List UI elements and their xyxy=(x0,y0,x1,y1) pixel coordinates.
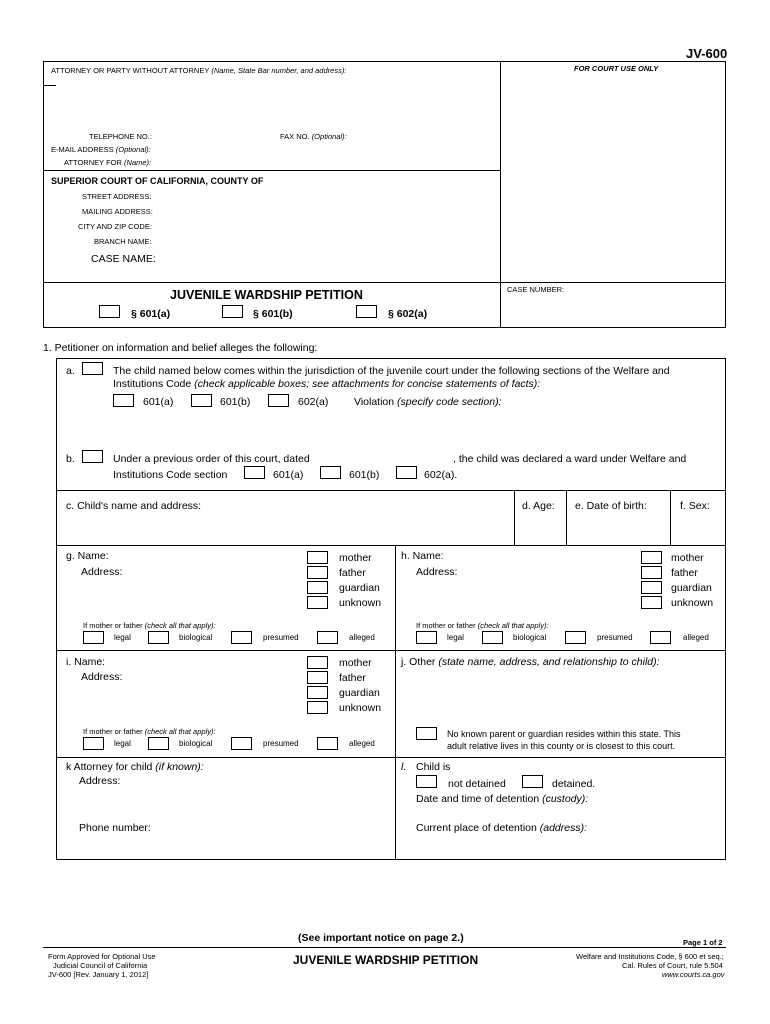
i-mother-label: mother xyxy=(339,657,372,669)
i-father-label: father xyxy=(339,672,366,684)
item-a-line1: The child named below comes within the jurisdiction of the juvenile court under the following sections of the Welfare and xyxy=(113,365,670,377)
child-name-label: c. Child's name and address: xyxy=(66,500,202,512)
checkbox-g-legal[interactable] xyxy=(83,631,104,644)
attorney-for-label: ATTORNEY FOR (Name): xyxy=(64,158,152,167)
attorney-label: ATTORNEY OR PARTY WITHOUT ATTORNEY (Name, State Bar number, and address): xyxy=(51,66,347,75)
footer-right3[interactable]: www.courts.ca.gov xyxy=(662,970,725,979)
checkbox-b-602a[interactable] xyxy=(396,466,417,479)
j-no-parent-line1: No known parent or guardian resides within this state. This xyxy=(447,729,681,739)
g-guardian-label: guardian xyxy=(339,582,380,594)
item-b-letter: b. xyxy=(66,453,75,465)
checkbox-601b[interactable] xyxy=(222,305,243,318)
checkbox-g-mother[interactable] xyxy=(307,551,328,564)
j-other-label: j. Other (state name, address, and relationship to child): xyxy=(401,656,660,668)
checkbox-g-unknown[interactable] xyxy=(307,596,328,609)
b-602a-label: 602(a). xyxy=(424,469,458,481)
checkbox-g-father[interactable] xyxy=(307,566,328,579)
attorney-field-mark xyxy=(44,85,56,86)
checkbox-i-guardian[interactable] xyxy=(307,686,328,699)
h-if-label: If mother or father (check all that apply): xyxy=(416,621,549,630)
footer-left2: Judicial Council of California xyxy=(53,961,148,970)
k-attorney-label: k Attorney for child (if known): xyxy=(66,761,204,773)
case-number-label: CASE NUMBER: xyxy=(507,285,565,294)
city-label: CITY AND ZIP CODE: xyxy=(78,222,152,231)
item-a-letter: a. xyxy=(66,365,75,377)
checkbox-i-presumed[interactable] xyxy=(231,737,252,750)
i-if-label: If mother or father (check all that apply): xyxy=(83,727,216,736)
checkbox-item-a[interactable] xyxy=(82,362,103,375)
i-alleged-label: alleged xyxy=(349,739,375,748)
option-601b-label: § 601(b) xyxy=(253,308,293,320)
street-label: STREET ADDRESS: xyxy=(82,192,152,201)
checkbox-a-602a[interactable] xyxy=(268,394,289,407)
item-a-line2: Institutions Code (check applicable boxes; see attachments for concise statements of facts): xyxy=(113,378,541,390)
checkbox-l-not-detained[interactable] xyxy=(416,775,437,788)
footer-right2: Cal. Rules of Court, rule 5.504 xyxy=(622,961,723,970)
i-address-label: Address: xyxy=(81,671,123,683)
g-legal-label: legal xyxy=(114,633,131,642)
k-address-label: Address: xyxy=(79,775,121,787)
g-unknown-label: unknown xyxy=(339,597,382,609)
checkbox-i-unknown[interactable] xyxy=(307,701,328,714)
telephone-label: TELEPHONE NO.: xyxy=(89,132,152,141)
i-unknown-label: unknown xyxy=(339,702,382,714)
checkbox-b-601b[interactable] xyxy=(320,466,341,479)
case-name-label: CASE NAME: xyxy=(91,253,156,265)
checkbox-h-guardian[interactable] xyxy=(641,581,662,594)
g-biological-label: biological xyxy=(179,633,213,642)
checkbox-h-unknown[interactable] xyxy=(641,596,662,609)
l-letter: l. xyxy=(401,761,407,773)
sex-label: f. Sex: xyxy=(680,500,710,512)
checkbox-h-legal[interactable] xyxy=(416,631,437,644)
checkbox-j-no-parent[interactable] xyxy=(416,727,437,740)
footer-page: Page 1 of 2 xyxy=(683,938,723,947)
checkbox-h-presumed[interactable] xyxy=(565,631,586,644)
checkbox-h-biological[interactable] xyxy=(482,631,503,644)
g-address-label: Address: xyxy=(81,566,123,578)
checkbox-i-legal[interactable] xyxy=(83,737,104,750)
court-title: SUPERIOR COURT OF CALIFORNIA, COUNTY OF xyxy=(51,176,264,186)
item-b-line1a: Under a previous order of this court, dated xyxy=(113,453,310,465)
checkbox-item-b[interactable] xyxy=(82,450,103,463)
checkbox-g-presumed[interactable] xyxy=(231,631,252,644)
g-name-label: g. Name: xyxy=(66,550,109,562)
g-alleged-label: alleged xyxy=(349,633,375,642)
i-legal-label: legal xyxy=(114,739,131,748)
g-mother-label: mother xyxy=(339,552,372,564)
h-legal-label: legal xyxy=(447,633,464,642)
a-601b-label: 601(b) xyxy=(220,396,251,408)
b-601b-label: 601(b) xyxy=(349,469,380,481)
fax-label: FAX NO. (Optional): xyxy=(280,132,347,141)
i-biological-label: biological xyxy=(179,739,213,748)
footer-title: JUVENILE WARDSHIP PETITION xyxy=(293,953,479,967)
g-father-label: father xyxy=(339,567,366,579)
checkbox-i-alleged[interactable] xyxy=(317,737,338,750)
g-presumed-label: presumed xyxy=(263,633,299,642)
checkbox-g-alleged[interactable] xyxy=(317,631,338,644)
footer-left1: Form Approved for Optional Use xyxy=(48,952,156,961)
checkbox-602a[interactable] xyxy=(356,305,377,318)
petition-title: JUVENILE WARDSHIP PETITION xyxy=(170,288,363,302)
a-601a-label: 601(a) xyxy=(143,396,174,408)
a-violation-label: Violation (specify code section): xyxy=(354,396,502,408)
form-id: JV-600 xyxy=(686,46,728,61)
l-date-time-label: Date and time of detention (custody): xyxy=(416,793,589,805)
footer-left3: JV-600 [Rev. January 1, 2012] xyxy=(48,970,149,979)
footer-right1: Welfare and Institutions Code, § 600 et seq.; xyxy=(576,952,724,961)
h-biological-label: biological xyxy=(513,633,547,642)
h-mother-label: mother xyxy=(671,552,704,564)
h-father-label: father xyxy=(671,567,698,579)
checkbox-a-601a[interactable] xyxy=(113,394,134,407)
l-detained-label: detained. xyxy=(552,778,596,790)
h-unknown-label: unknown xyxy=(671,597,714,609)
checkbox-i-father[interactable] xyxy=(307,671,328,684)
i-presumed-label: presumed xyxy=(263,739,299,748)
checkbox-601a[interactable] xyxy=(99,305,120,318)
h-guardian-label: guardian xyxy=(671,582,712,594)
dob-label: e. Date of birth: xyxy=(575,500,647,512)
l-place-label: Current place of detention (address): xyxy=(416,822,588,834)
checkbox-h-alleged[interactable] xyxy=(650,631,671,644)
checkbox-i-biological[interactable] xyxy=(148,737,169,750)
h-address-label: Address: xyxy=(416,566,458,578)
footer-notice: (See important notice on page 2.) xyxy=(298,932,464,944)
a-602a-label: 602(a) xyxy=(298,396,329,408)
checkbox-g-biological[interactable] xyxy=(148,631,169,644)
h-alleged-label: alleged xyxy=(683,633,709,642)
item-b-line1b: , the child was declared a ward under Welfare and xyxy=(453,453,687,465)
court-use-label: FOR COURT USE ONLY xyxy=(574,64,659,73)
branch-label: BRANCH NAME: xyxy=(94,237,152,246)
h-name-label: h. Name: xyxy=(401,550,444,562)
h-presumed-label: presumed xyxy=(597,633,633,642)
l-not-detained-label: not detained xyxy=(448,778,506,790)
l-child-is-label: Child is xyxy=(416,761,451,773)
checkbox-i-mother[interactable] xyxy=(307,656,328,669)
j-no-parent-line2: adult relative lives in this county or is closest to this court. xyxy=(447,741,676,751)
checkbox-l-detained[interactable] xyxy=(522,775,543,788)
checkbox-a-601b[interactable] xyxy=(191,394,212,407)
email-label: E-MAIL ADDRESS (Optional): xyxy=(51,145,151,154)
checkbox-b-601a[interactable] xyxy=(244,466,265,479)
option-601a-label: § 601(a) xyxy=(131,308,171,320)
k-phone-label: Phone number: xyxy=(79,822,151,834)
i-name-label: i. Name: xyxy=(66,656,106,668)
item1-box xyxy=(56,358,726,860)
option-602a-label: § 602(a) xyxy=(388,308,428,320)
g-if-label: If mother or father (check all that apply): xyxy=(83,621,216,630)
item1-intro: 1. Petitioner on information and belief alleges the following: xyxy=(43,342,318,354)
item-b-line2: Institutions Code section xyxy=(113,469,228,481)
i-guardian-label: guardian xyxy=(339,687,380,699)
age-label: d. Age: xyxy=(522,500,555,512)
checkbox-g-guardian[interactable] xyxy=(307,581,328,594)
b-601a-label: 601(a) xyxy=(273,469,304,481)
mailing-label: MAILING ADDRESS: xyxy=(82,207,153,216)
checkbox-h-mother[interactable] xyxy=(641,551,662,564)
checkbox-h-father[interactable] xyxy=(641,566,662,579)
